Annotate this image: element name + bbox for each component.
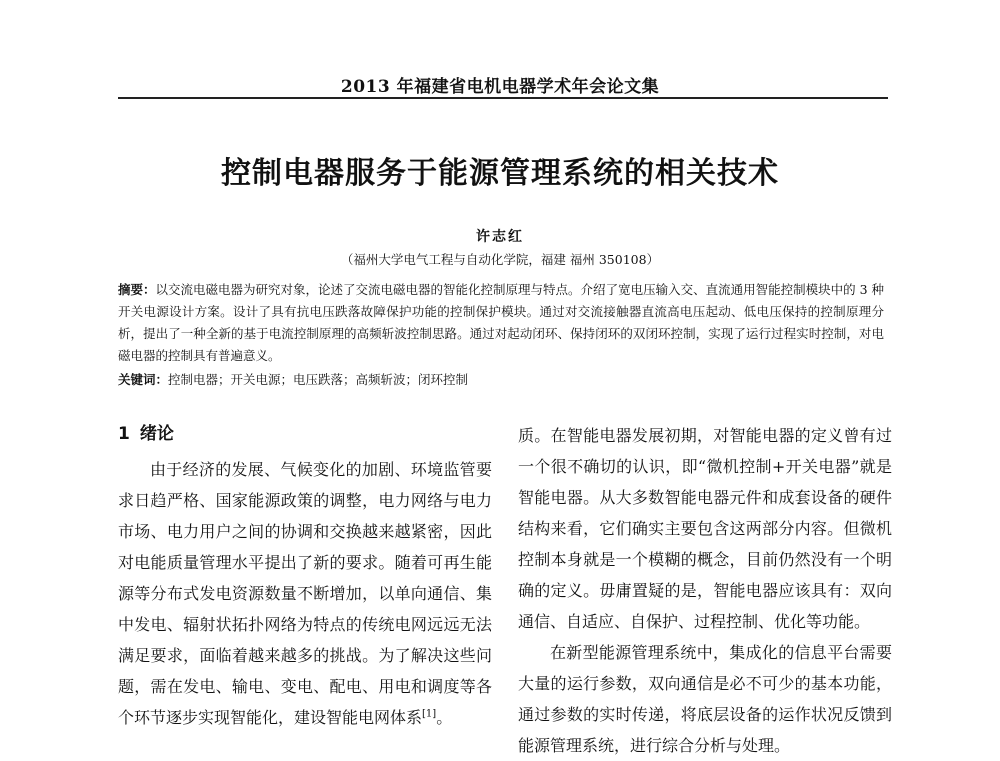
section-heading xyxy=(118,420,492,448)
right-column xyxy=(518,420,892,761)
section-number: 1 xyxy=(118,424,130,444)
body-paragraph: 质。在智能电器发展初期，对智能电器的定义曾有过一个很不确切的认识，即“微机控制+开关电器”就是智能电器。从大多数智能电器元件和成套设备的硬件结构来看，它们确实主要包含这两部分内容。但微机控制本身就是一个模糊的概念，目前仍然没有一个明确的定义。毋庸置疑的是，智能电器应该具有：双向通信、自适应、自保护、过程控制、优化等功能。 xyxy=(518,426,892,631)
author-affiliation: （福州大学电气工程与自动化学院，福建 福州 350108） xyxy=(340,252,660,267)
paragraph-text: 由于经济的发展、气候变化的加剧、环境监管要求日趋严格、国家能源政策的调整，电力网络与电力市场、电力用户之间的协调和交换越来越紧密，因此对电能质量管理水平提出了新的要求。随着可再生能源等分布式发电资源数量不断增加，以单向通信、集中发电、辐射状拓扑网络为特点的传统电网远远无法满足要求，面临着越来越多的挑战。为了解决这些问题，需在发电、输电、变电、配电、用电和调度等各个环节逐步实现智能化，建设智能电网体系 xyxy=(118,460,492,727)
running-header: 2013 年福建省电机电器学术年会论文集 xyxy=(340,77,660,97)
abstract-text: 以交流电磁电器为研究对象，论述了交流电磁电器的智能化控制原理与特点。介绍了宽电压输入交、直流通用智能控制模块中的 3 种开关电源设计方案。设计了具有抗电压跌落故障保护功能的控制保护模块。通过对交流接触器直流高电压起动、低电压保持的控制原理分析，提出了一种全新的基于电流控制原理的高频斩波控制思路。通过对起动闭环、保持闭环的双闭环控制，实现了运行过程实时控制，对电磁电器的控制具有普遍意义。 xyxy=(118,282,884,363)
keywords-text: 控制电器；开关电源；电压跌落；高频斩波；闭环控制 xyxy=(168,372,469,387)
abstract-label: 摘要： xyxy=(118,282,156,297)
keywords-label: 关键词： xyxy=(118,372,169,387)
author-name: 许志红 xyxy=(476,229,524,245)
left-column xyxy=(118,420,492,733)
header-rule xyxy=(118,97,888,99)
paper-title: 控制电器服务于能源管理系统的相关技术 xyxy=(221,156,779,191)
citation-ref: [1] xyxy=(422,708,437,720)
body-paragraph: 在新型能源管理系统中，集成化的信息平台需要大量的运行参数，双向通信是必不可少的基本功能，通过参数的实时传递，将底层设备的运作状况反馈到能源管理系统，进行综合分析与处理。 xyxy=(518,643,892,755)
abstract xyxy=(118,279,884,367)
section-title: 绪论 xyxy=(139,424,174,444)
paragraph-end: 。 xyxy=(436,708,453,727)
keywords xyxy=(118,370,884,390)
body-paragraph xyxy=(118,454,492,733)
